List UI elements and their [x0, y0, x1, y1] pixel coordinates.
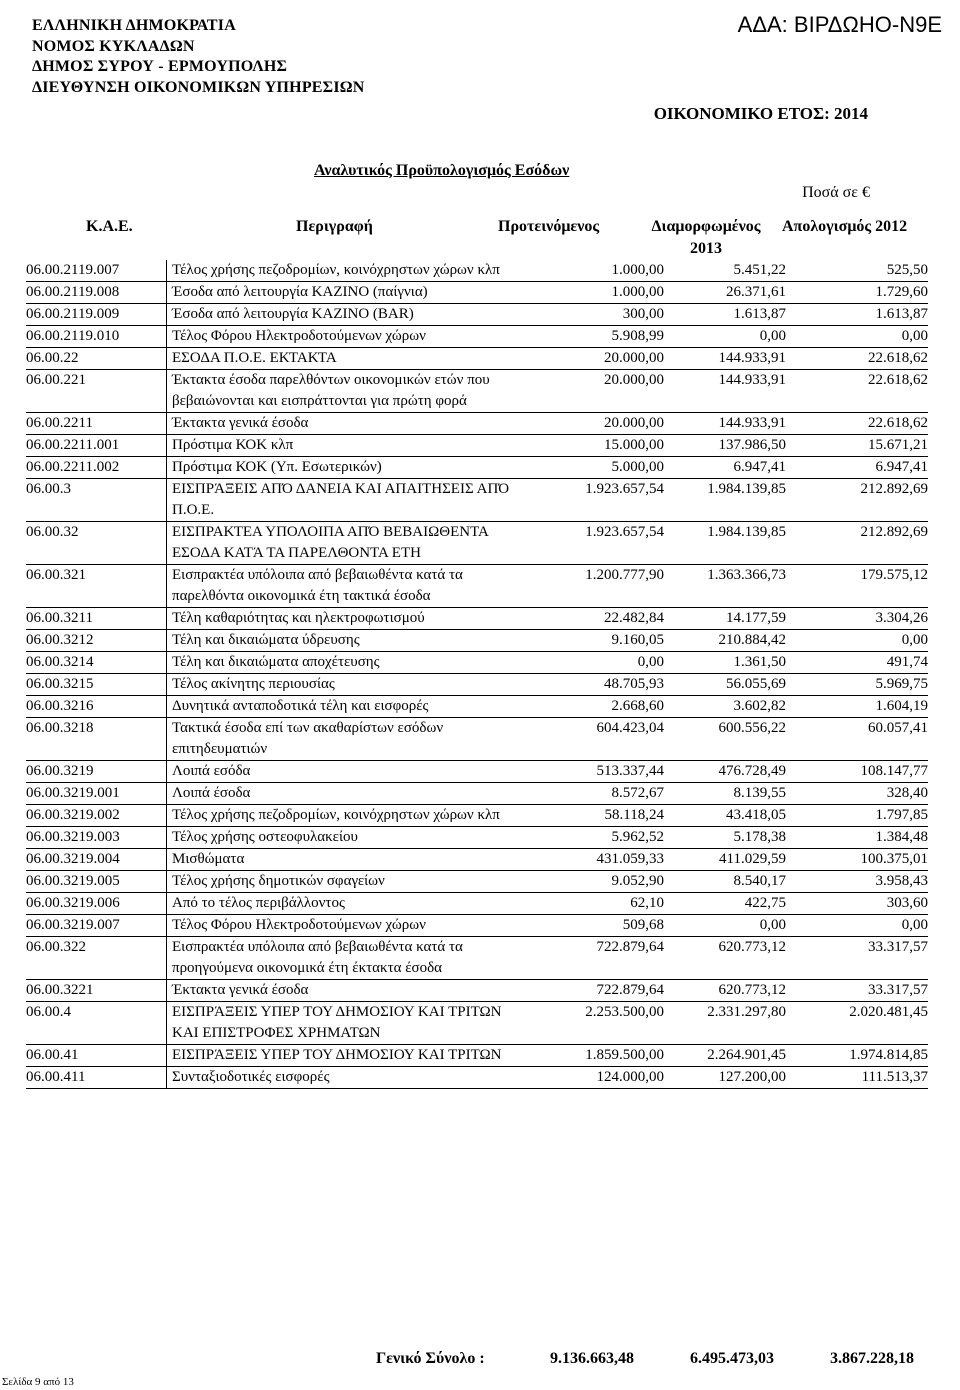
proposed-cell: 5.962,52 — [611, 829, 664, 845]
description-cell: Τέλη και δικαιώματα αποχέτευσης — [167, 652, 513, 674]
kae-cell: 06.00.3221 — [26, 982, 94, 998]
table-row — [26, 718, 928, 761]
formed-cell: 3.602,82 — [733, 698, 786, 714]
table-row — [26, 783, 928, 805]
header-line: ΔΗΜΟΣ ΣΥΡΟΥ - ΕΡΜΟΥΠΟΛΗΣ — [32, 58, 288, 75]
actual-cell: 3.958,43 — [875, 873, 928, 889]
formed-cell: 620.773,12 — [718, 982, 786, 998]
proposed-cell: 20.000,00 — [604, 372, 664, 388]
proposed-cell: 300,00 — [622, 306, 664, 322]
actual-cell: 1.613,87 — [875, 306, 928, 322]
formed-cell: 1.361,50 — [733, 654, 786, 670]
actual-cell: 1.384,48 — [875, 829, 928, 845]
formed-cell: 144.933,91 — [718, 372, 786, 388]
formed-cell: 5.451,22 — [733, 262, 786, 278]
table-row — [26, 827, 928, 849]
table-row — [26, 260, 928, 282]
table-row — [26, 696, 928, 718]
actual-cell: 303,60 — [886, 895, 928, 911]
kae-cell: 06.00.3219.004 — [26, 851, 120, 867]
kae-cell: 06.00.2119.009 — [26, 306, 120, 322]
formed-cell: 5.178,38 — [733, 829, 786, 845]
actual-cell: 212.892,69 — [860, 524, 928, 540]
table-row — [26, 630, 928, 652]
actual-cell: 22.618,62 — [868, 350, 928, 366]
formed-cell: 127.200,00 — [718, 1069, 786, 1085]
description-cell: Έκτακτα έσοδα παρελθόντων οικονομικών ετών που βεβαιώνονται και εισπράττονται για πρώτη φορά — [167, 370, 513, 413]
description-cell: Λοιπά εσόδα — [167, 761, 513, 783]
table-row — [26, 304, 928, 326]
kae-cell: 06.00.322 — [26, 939, 86, 955]
proposed-cell: 48.705,93 — [604, 676, 664, 692]
description-cell: Έκτακτα γενικά έσοδα — [167, 980, 513, 1002]
description-cell: Λοιπά έσοδα — [167, 783, 513, 805]
formed-cell: 8.139,55 — [733, 785, 786, 801]
table-row — [26, 1045, 928, 1067]
total-actual: 3.867.228,18 — [830, 1350, 914, 1367]
description-cell: Τέλος χρήσης οστεοφυλακείου — [167, 827, 513, 849]
currency-note: Ποσά σε € — [802, 184, 870, 201]
kae-cell: 06.00.3218 — [26, 720, 94, 736]
actual-cell: 60.057,41 — [868, 720, 928, 736]
formed-cell: 2.264.901,45 — [707, 1047, 786, 1063]
formed-cell: 26.371,61 — [726, 284, 786, 300]
actual-cell: 0,00 — [901, 917, 928, 933]
proposed-cell: 20.000,00 — [604, 350, 664, 366]
table-row — [26, 674, 928, 696]
table-row — [26, 326, 928, 348]
description-cell: ΕΙΣΠΡΆΞΕΙΣ ΥΠΕΡ ΤΟΥ ΔΗΜΟΣΙΟΥ ΚΑΙ ΤΡΙΤΩΝ ΚΑΙ ΕΠΙΣΤΡΟΦΕΣ ΧΡΗΜΑΤΩΝ — [167, 1002, 513, 1045]
proposed-cell: 604.423,04 — [596, 720, 664, 736]
table-row — [26, 348, 928, 370]
description-cell: Πρόστιμα ΚΟΚ κλπ — [167, 435, 513, 457]
table-row — [26, 565, 928, 608]
total-formed: 6.495.473,03 — [690, 1350, 774, 1367]
actual-cell: 525,50 — [886, 262, 928, 278]
header-line: ΕΛΛΗΝΙΚΗ ΔΗΜΟΚΡΑΤΙΑ — [32, 17, 236, 34]
actual-cell: 0,00 — [901, 328, 928, 344]
proposed-cell: 5.908,99 — [611, 328, 664, 344]
table-row — [26, 522, 928, 565]
kae-cell: 06.00.3219.006 — [26, 895, 120, 911]
formed-cell: 1.984.139,85 — [707, 524, 786, 540]
proposed-cell: 722.879,64 — [596, 982, 664, 998]
formed-cell: 1.613,87 — [733, 306, 786, 322]
actual-cell: 328,40 — [886, 785, 928, 801]
kae-cell: 06.00.3215 — [26, 676, 94, 692]
description-cell: ΕΣΟΔΑ Π.Ο.Ε. ΕΚΤΑΚΤΑ — [167, 348, 513, 370]
formed-cell: 56.055,69 — [726, 676, 786, 692]
proposed-cell: 1.000,00 — [611, 284, 664, 300]
description-cell: Εισπρακτέα υπόλοιπα από βεβαιωθέντα κατά τα παρελθόντα οικονομικά έτη τακτικά έσοδα — [167, 565, 513, 608]
table-row — [26, 980, 928, 1002]
kae-cell: 06.00.411 — [26, 1069, 86, 1085]
table-row — [26, 652, 928, 674]
column-header-actual: Απολογισμός 2012 — [782, 218, 908, 235]
description-cell: Τέλος χρήσης πεζοδρομίων, κοινόχρηστων χώρων κλπ — [167, 805, 513, 827]
kae-cell: 06.00.3219.003 — [26, 829, 120, 845]
proposed-cell: 722.879,64 — [596, 939, 664, 955]
kae-cell: 06.00.3211 — [26, 610, 93, 626]
proposed-cell: 2.253.500,00 — [585, 1004, 664, 1020]
issuer-header — [32, 16, 365, 98]
kae-cell: 06.00.41 — [26, 1047, 79, 1063]
proposed-cell: 1.923.657,54 — [585, 524, 664, 540]
kae-cell: 06.00.3219.002 — [26, 807, 120, 823]
proposed-cell: 513.337,44 — [596, 763, 664, 779]
proposed-cell: 62,10 — [630, 895, 664, 911]
column-header-proposed: Προτεινόμενος — [498, 218, 600, 235]
kae-cell: 06.00.2211.001 — [26, 437, 120, 453]
kae-cell: 06.00.3219.005 — [26, 873, 120, 889]
table-row — [26, 435, 928, 457]
description-cell: Τέλη καθαριότητας και ηλεκτροφωτισμού — [167, 608, 513, 630]
proposed-cell: 0,00 — [637, 654, 664, 670]
description-cell: Τέλος ακίνητης περιουσίας — [167, 674, 513, 696]
description-cell: ΕΙΣΠΡΆΞΕΙΣ ΥΠΕΡ ΤΟΥ ΔΗΜΟΣΙΟΥ ΚΑΙ ΤΡΙΤΩΝ — [167, 1045, 513, 1067]
table-row — [26, 805, 928, 827]
description-cell: Έσοδα από λειτουργία ΚΑΖΙΝΟ (BAR) — [167, 304, 513, 326]
description-cell: ΕΙΣΠΡΆΞΕΙΣ ΑΠΌ ΔΑΝΕΙΑ ΚΑΙ ΑΠΑΙΤΗΣΕΙΣ ΑΠΌ Π.Ο.Ε. — [167, 479, 513, 522]
actual-cell: 5.969,75 — [875, 676, 928, 692]
proposed-cell: 9.052,90 — [611, 873, 664, 889]
table-row — [26, 849, 928, 871]
proposed-cell: 2.668,60 — [611, 698, 664, 714]
description-cell: Εισπρακτέα υπόλοιπα από βεβαιωθέντα κατά τα προηγούμενα οικονομικά έτη έκτακτα έσοδα — [167, 937, 513, 980]
proposed-cell: 15.000,00 — [604, 437, 664, 453]
actual-cell: 111.513,37 — [861, 1069, 928, 1085]
actual-cell: 6.947,41 — [875, 459, 928, 475]
kae-cell: 06.00.221 — [26, 372, 86, 388]
column-header-description: Περιγραφή — [296, 218, 373, 235]
actual-cell: 33.317,57 — [868, 982, 928, 998]
formed-cell: 6.947,41 — [733, 459, 786, 475]
description-cell: Από το τέλος περιβάλλοντος — [167, 893, 513, 915]
ada-code: ΑΔΑ: ΒΙΡΔΩΗΟ-Ν9Ε — [737, 12, 942, 37]
formed-cell: 137.986,50 — [718, 437, 786, 453]
table-row — [26, 871, 928, 893]
kae-cell: 06.00.3216 — [26, 698, 94, 714]
kae-cell: 06.00.321 — [26, 567, 86, 583]
proposed-cell: 509,68 — [622, 917, 664, 933]
formed-cell: 43.418,05 — [726, 807, 786, 823]
actual-cell: 1.974.814,85 — [849, 1047, 928, 1063]
table-row — [26, 1067, 928, 1089]
kae-cell: 06.00.2119.007 — [26, 262, 120, 278]
header-line: ΝΟΜΟΣ ΚΥΚΛΑΔΩΝ — [32, 37, 195, 55]
actual-cell: 1.604,19 — [875, 698, 928, 714]
actual-cell: 491,74 — [886, 654, 928, 670]
kae-cell: 06.00.3219 — [26, 763, 94, 779]
kae-cell: 06.00.3212 — [26, 632, 94, 648]
proposed-cell: 1.923.657,54 — [585, 481, 664, 497]
description-cell: Τακτικά έσοδα επί των ακαθαρίστων εσόδων επιτηδευματιών — [167, 718, 513, 761]
table-row — [26, 413, 928, 435]
proposed-cell: 5.000,00 — [611, 459, 664, 475]
formed-cell: 600.556,22 — [718, 720, 786, 736]
header-line: ΔΙΕΥΘΥΝΣΗ ΟΙΚΟΝΟΜΙΚΩΝ ΥΠΗΡΕΣΙΩΝ — [32, 78, 365, 96]
formed-cell: 210.884,42 — [718, 632, 786, 648]
description-cell: Τέλος χρήσης πεζοδρομίων, κοινόχρηστων χώρων κλπ — [167, 260, 513, 282]
total-label: Γενικό Σύνολο : — [376, 1350, 485, 1367]
actual-cell: 33.317,57 — [868, 939, 928, 955]
table-row — [26, 893, 928, 915]
formed-cell: 14.177,59 — [726, 610, 786, 626]
kae-cell: 06.00.3 — [26, 481, 71, 497]
description-cell: Τέλος χρήσης δημοτικών σφαγείων — [167, 871, 513, 893]
fiscal-year: ΟΙΚΟΝΟΜΙΚΟ ΕΤΟΣ: 2014 — [653, 104, 868, 123]
proposed-cell: 431.059,33 — [596, 851, 664, 867]
table-row — [26, 282, 928, 304]
proposed-cell: 58.118,24 — [604, 807, 664, 823]
description-cell: Έσοδα από λειτουργία ΚΑΖΙΝΟ (παίγνια) — [167, 282, 513, 304]
formed-cell: 8.540,17 — [733, 873, 786, 889]
actual-cell: 3.304,26 — [875, 610, 928, 626]
formed-cell: 0,00 — [759, 328, 786, 344]
actual-cell: 22.618,62 — [868, 415, 928, 431]
page-title: Αναλυτικός Προϋπολογισμός Εσόδων — [314, 162, 570, 179]
revenue-table — [26, 260, 928, 1089]
actual-cell: 108.147,77 — [860, 763, 928, 779]
kae-cell: 06.00.2211.002 — [26, 459, 120, 475]
table-row — [26, 479, 928, 522]
actual-cell: 15.671,21 — [868, 437, 928, 453]
table-row — [26, 1002, 928, 1045]
table-row — [26, 915, 928, 937]
table-row — [26, 937, 928, 980]
table-row — [26, 608, 928, 630]
formed-cell: 1.363.366,73 — [707, 567, 786, 583]
column-header-kae: Κ.Α.Ε. — [86, 218, 133, 235]
actual-cell: 100.375,01 — [860, 851, 928, 867]
kae-cell: 06.00.3214 — [26, 654, 94, 670]
formed-cell: 411.029,59 — [719, 851, 786, 867]
proposed-cell: 22.482,84 — [604, 610, 664, 626]
kae-cell: 06.00.22 — [26, 350, 79, 366]
description-cell: Μισθώματα — [167, 849, 513, 871]
kae-cell: 06.00.2119.008 — [26, 284, 120, 300]
kae-cell: 06.00.4 — [26, 1004, 71, 1020]
proposed-cell: 1.200.777,90 — [585, 567, 664, 583]
kae-cell: 06.00.2119.010 — [26, 328, 120, 344]
description-cell: ΕΙΣΠΡΑΚΤΕΑ ΥΠΟΛΟΙΠΑ ΑΠΌ ΒΕΒΑΙΩΘΕΝΤΑ ΕΣΟΔΑ ΚΑΤΆ ΤΑ ΠΑΡΕΛΘΟΝΤΑ ΕΤΗ — [167, 522, 513, 565]
table-row — [26, 761, 928, 783]
formed-cell: 620.773,12 — [718, 939, 786, 955]
formed-cell: 2.331.297,80 — [707, 1004, 786, 1020]
proposed-cell: 8.572,67 — [611, 785, 664, 801]
actual-cell: 2.020.481,45 — [849, 1004, 928, 1020]
description-cell: Δυνητικά ανταποδοτικά τέλη και εισφορές — [167, 696, 513, 718]
proposed-cell: 20.000,00 — [604, 415, 664, 431]
actual-cell: 22.618,62 — [868, 372, 928, 388]
description-cell: Τέλος Φόρου Ηλεκτροδοτούμενων χώρων — [167, 915, 513, 937]
description-cell: Συνταξιοδοτικές εισφορές — [167, 1067, 513, 1089]
column-header-formed: Διαμορφωμένος 2013 — [651, 218, 761, 257]
formed-cell: 0,00 — [759, 917, 786, 933]
kae-cell: 06.00.3219.001 — [26, 785, 120, 801]
total-proposed: 9.136.663,48 — [550, 1350, 634, 1367]
formed-cell: 422,75 — [744, 895, 786, 911]
actual-cell: 212.892,69 — [860, 481, 928, 497]
formed-cell: 144.933,91 — [718, 350, 786, 366]
table-row — [26, 457, 928, 479]
actual-cell: 1.729,60 — [875, 284, 928, 300]
actual-cell: 179.575,12 — [860, 567, 928, 583]
description-cell: Τέλη και δικαιώματα ύδρευσης — [167, 630, 513, 652]
formed-cell: 144.933,91 — [718, 415, 786, 431]
table-row — [26, 370, 928, 413]
actual-cell: 1.797,85 — [875, 807, 928, 823]
description-cell: Πρόστιμα ΚΟΚ (Υπ. Εσωτερικών) — [167, 457, 513, 479]
formed-cell: 1.984.139,85 — [707, 481, 786, 497]
proposed-cell: 1.000,00 — [611, 262, 664, 278]
kae-cell: 06.00.32 — [26, 524, 79, 540]
description-cell: Έκτακτα γενικά έσοδα — [167, 413, 513, 435]
proposed-cell: 1.859.500,00 — [585, 1047, 664, 1063]
actual-cell: 0,00 — [901, 632, 928, 648]
kae-cell: 06.00.3219.007 — [26, 917, 120, 933]
kae-cell: 06.00.2211 — [26, 415, 93, 431]
proposed-cell: 9.160,05 — [611, 632, 664, 648]
formed-cell: 476.728,49 — [718, 763, 786, 779]
page-number: Σελίδα 9 από 13 — [2, 1376, 74, 1388]
description-cell: Τέλος Φόρου Ηλεκτροδοτούμενων χώρων — [167, 326, 513, 348]
proposed-cell: 124.000,00 — [596, 1069, 664, 1085]
